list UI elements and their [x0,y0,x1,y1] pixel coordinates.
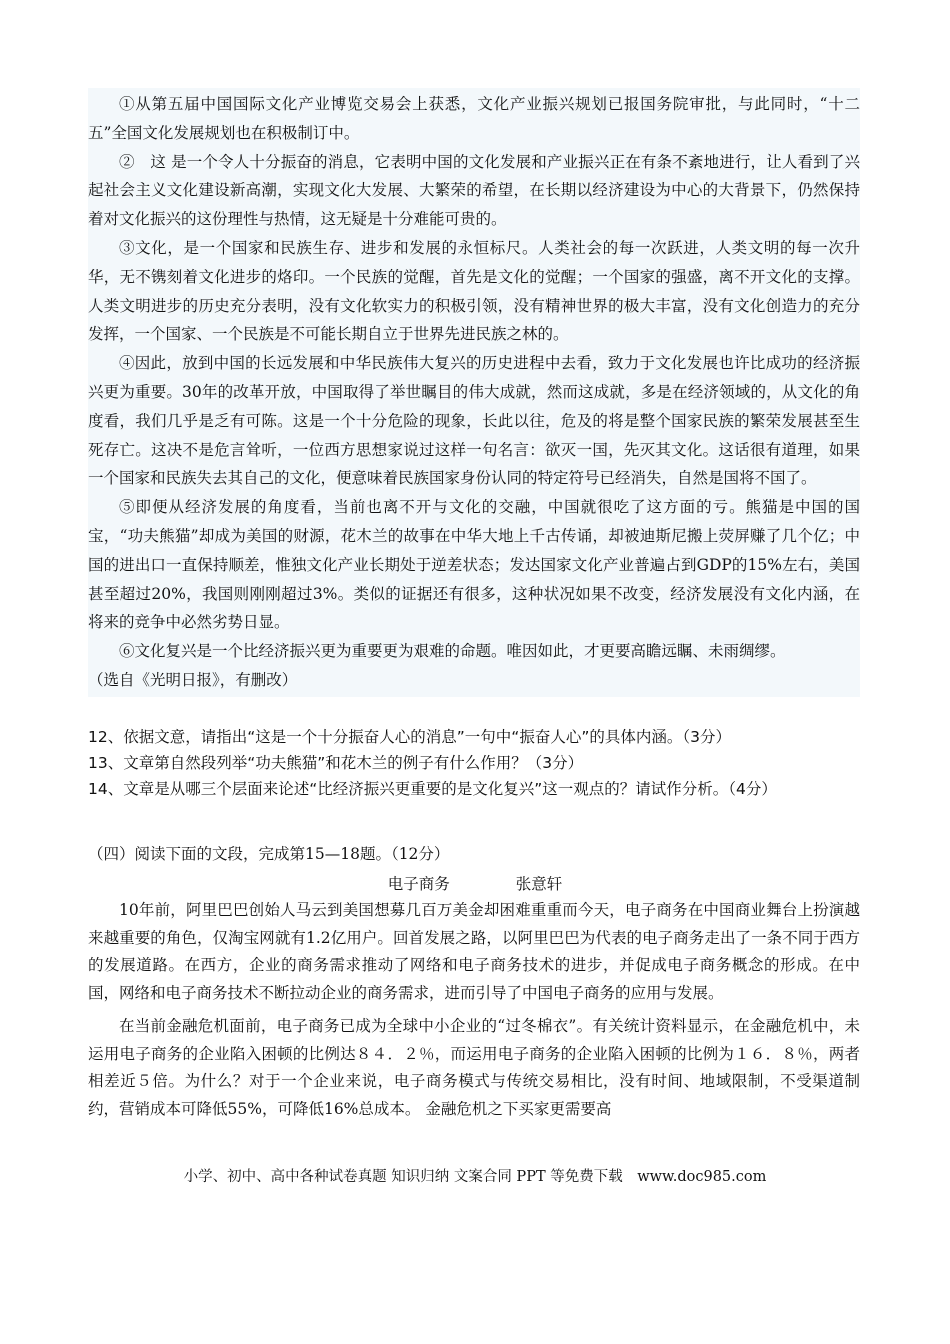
question-list [88,724,848,802]
passage-paragraph-3: ③文化，是一个国家和民族生存、进步和发展的永恒标尺。人类社会的每一次跃进，人类文明的每一次升华，无不镌刻着文化进步的烙印。一个民族的觉醒，首先是文化的觉醒；一个国家的强盛，离不开文化的支撑。人类文明进步的历史充分表明，没有文化软实力的积极引领，没有精神世界的极大丰富，没有文化创造力的充分发挥，一个国家、一个民族是不可能长期自立于世界先进民族之林的。 [88,238,860,344]
passage-source: （选自《光明日报》，有删改） [88,670,298,689]
passage-paragraph-2: ② 这 是一个令人十分振奋的消息，它表明中国的文化发展和产业振兴正在有条不紊地进行，让人看到了兴起社会主义文化建设新高潮，实现文化大发展、大繁荣的希望，在长期以经济建设为中心的大背景下，仍然保持着对文化振兴的这份理性与热情，这无疑是十分难能可贵的。 [88,152,860,229]
question-13: 13、文章第自然段列举“功夫熊猫”和花木兰的例子有什么作用？（3分） [88,754,584,772]
article-author: 张意轩 [515,875,563,893]
section-heading: （四）阅读下面的文段，完成第15—18题。（12分） [88,845,450,863]
article-title-line [0,871,950,897]
passage-paragraph-6: ⑥文化复兴是一个比经济振兴更为重要更为艰难的命题。唯因如此，才更要高瞻远瞩、未雨绸缪。 [119,642,786,661]
reading-passage [88,88,860,697]
passage-paragraph-5: ⑤即便从经济发展的角度看，当前也离不开与文化的交融，中国就很吃了这方面的亏。熊猫是中国的国宝，“功夫熊猫”却成为美国的财源，花木兰的故事在中华大地上千古传诵，却被迪斯尼搬上荧屏赚了几个亿；中国的进出口一直保持顺差，惟独文化产业长期处于逆差状态；发达国家文化产业普遍占到GDP的15%左右，美国甚至超过20%，我国则刚刚超过3%。类似的证据还有很多，这种状况如果不改变，经济发展没有文化内涵，在将来的竞争中必然劣势日显。 [88,498,860,632]
passage-paragraph-1: ①从第五届中国国际文化产业博览交易会上获悉，文化产业振兴规划已报国务院审批，与此同时，“十二五”全国文化发展规划也在积极制订中。 [88,95,860,142]
article-paragraph-2: 在当前金融危机面前，电子商务已成为全球中小企业的“过冬棉衣”。有关统计资料显示，在金融危机中，未运用电子商务的企业陷入困顿的比例达８４．２％，而运用电子商务的企业陷入困顿的比例为１６．８％，两者相差近５倍。为什么？对于一个企业来说，电子商务模式与传统交易相比，没有时间、地域限制，不受渠道制约，营销成本可降低55%，可降低16%总成本。 金融危机之下买家更需要高 [88,1017,860,1118]
article-title: 电子商务 [387,875,450,893]
question-12: 12、依据文意，请指出“这是一个十分振奋人心的消息”一句中“振奋人心”的具体内涵。（3分） [88,728,731,746]
article-body [88,897,860,1123]
page-footer: 小学、初中、高中各种试卷真题 知识归纳 文案合同 PPT 等免费下载 www.doc985.com [183,1169,767,1185]
question-14: 14、文章是从哪三个层面来论述“比经济振兴更重要的是文化复兴”这一观点的？请试作分析。（4分） [88,780,777,798]
passage-paragraph-4: ④因此，放到中国的长远发展和中华民族伟大复兴的历史进程中去看，致力于文化发展也许比成功的经济振兴更为重要。30年的改革开放，中国取得了举世瞩目的伟大成就，然而这成就，多是在经济领域的，从文化的角度看，我们几乎是乏有可陈。这是一个十分危险的现象，长此以往，危及的将是整个国家民族的繁荣发展甚至生死存亡。这决不是危言耸听，一位西方思想家说过这样一句名言：欲灭一国，先灭其文化。这话很有道理，如果一个国家和民族失去其自己的文化，便意味着民族国家身份认同的特定符号已经消失，自然是国将不国了。 [88,354,860,488]
article-paragraph-1: 10年前，阿里巴巴创始人马云到美国想募几百万美金却困难重重而今天，电子商务在中国商业舞台上扮演越来越重要的角色，仅淘宝网就有1.2亿用户。回首发展之路，以阿里巴巴为代表的电子商务走出了一条不同于西方的发展道路。在西方，企业的商务需求推动了网络和电子商务技术的进步，并促成电子商务概念的形成。在中国，网络和电子商务技术不断拉动企业的商务需求，进而引导了中国电子商务的应用与发展。 [88,901,860,1002]
